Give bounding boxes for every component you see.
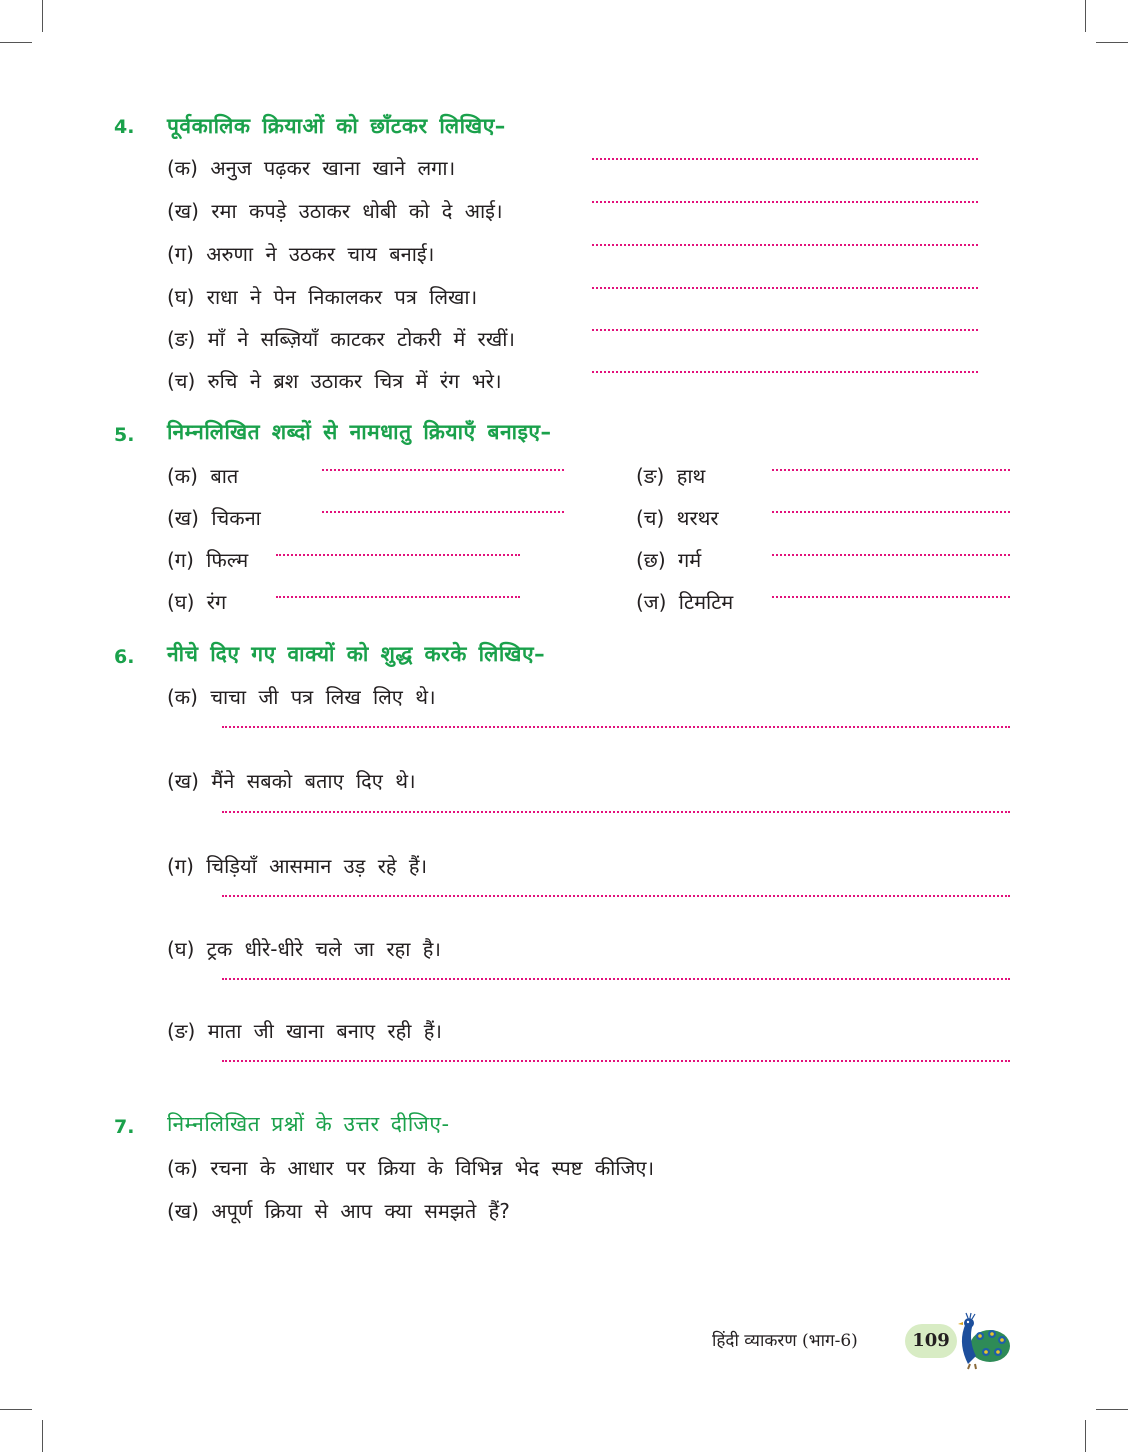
q6-answer-line-ga[interactable]	[222, 895, 1010, 897]
q5-word-nga: (ङ) हाथ	[636, 464, 706, 488]
q4-item-ga: (ग) अरुणा ने उठकर चाय बनाई।	[167, 242, 435, 266]
crop-mark	[1096, 42, 1128, 43]
q4-answer-line-ga[interactable]	[592, 244, 978, 246]
q6-answer-line-nga[interactable]	[222, 1060, 1010, 1062]
q4-item-gha: (घ) राधा ने पेन निकालकर पत्र लिखा।	[167, 285, 478, 309]
q5-answer-line-ja[interactable]	[772, 596, 1010, 598]
question-4-number: 4.	[114, 116, 135, 138]
q4-item-cha: (च) रुचि ने ब्रश उठाकर चित्र में रंग भरे।	[167, 369, 502, 393]
question-7-number: 7.	[114, 1116, 135, 1138]
q5-answer-line-gha[interactable]	[276, 596, 520, 598]
q4-item-kha: (ख) रमा कपड़े उठाकर धोबी को दे आई।	[167, 199, 503, 223]
question-6-title: नीचे दिए गए वाक्यों को शुद्ध करके लिखिए–	[167, 642, 546, 666]
crop-mark	[1096, 1409, 1128, 1410]
q4-item-nga: (ङ) माँ ने सब्ज़ियाँ काटकर टोकरी में रखीं।	[167, 327, 515, 351]
q6-sentence-gha: (घ) ट्रक धीरे-धीरे चले जा रहा है।	[167, 937, 442, 961]
q6-sentence-kha: (ख) मैंने सबको बताए दिए थे।	[167, 769, 416, 793]
q5-answer-line-ga[interactable]	[276, 554, 520, 556]
q5-word-kha: (ख) चिकना	[167, 506, 261, 530]
q7-question-ka: (क) रचना के आधार पर क्रिया के विभिन्न भेद स्पष्ट कीजिए।	[167, 1156, 655, 1180]
q4-item-ka: (क) अनुज पढ़कर खाना खाने लगा।	[167, 156, 456, 180]
q6-answer-line-ka[interactable]	[222, 726, 1010, 728]
q4-answer-line-nga[interactable]	[592, 329, 978, 331]
question-4-title: पूर्वकालिक क्रियाओं को छाँटकर लिखिए–	[167, 114, 506, 138]
crop-mark	[42, 1420, 43, 1452]
question-6-number: 6.	[114, 646, 135, 668]
q5-word-cha: (च) थरथर	[636, 506, 719, 530]
q5-word-ja: (ज) टिमटिम	[636, 590, 734, 614]
q5-answer-line-chha[interactable]	[772, 554, 1010, 556]
q5-answer-line-ka[interactable]	[322, 469, 564, 471]
q6-sentence-nga: (ङ) माता जी खाना बनाए रही हैं।	[167, 1019, 442, 1043]
q5-word-chha: (छ) गर्म	[636, 548, 702, 572]
book-title: हिंदी व्याकरण (भाग-6)	[712, 1331, 858, 1351]
q6-answer-line-kha[interactable]	[222, 811, 1010, 813]
q4-answer-line-gha[interactable]	[592, 287, 978, 289]
q5-word-ka: (क) बात	[167, 464, 239, 488]
question-5-number: 5.	[114, 424, 135, 446]
q4-answer-line-cha[interactable]	[592, 371, 978, 373]
q5-word-gha: (घ) रंग	[167, 590, 227, 614]
question-7-title: निम्नलिखित प्रश्नों के उत्तर दीजिए-	[167, 1112, 450, 1136]
page-number: 109	[905, 1324, 957, 1358]
crop-mark	[0, 42, 32, 43]
crop-mark	[1085, 0, 1086, 32]
q6-sentence-ga: (ग) चिड़ियाँ आसमान उड़ रहे हैं।	[167, 854, 428, 878]
q6-answer-line-gha[interactable]	[222, 978, 1010, 980]
q4-answer-line-kha[interactable]	[592, 201, 978, 203]
q5-answer-line-nga[interactable]	[772, 469, 1010, 471]
q6-sentence-ka: (क) चाचा जी पत्र लिख लिए थे।	[167, 685, 436, 709]
question-5-title: निम्नलिखित शब्दों से नामधातु क्रियाएँ बनाइए–	[167, 420, 552, 444]
q7-question-kha: (ख) अपूर्ण क्रिया से आप क्या समझते हैं?	[167, 1199, 510, 1223]
q5-answer-line-cha[interactable]	[772, 511, 1010, 513]
q4-answer-line-ka[interactable]	[592, 158, 978, 160]
q5-answer-line-kha[interactable]	[322, 511, 564, 513]
peacock-icon	[948, 1312, 1014, 1370]
crop-mark	[0, 1409, 32, 1410]
crop-mark	[1085, 1420, 1086, 1452]
q5-word-ga: (ग) फिल्म	[167, 548, 249, 572]
crop-mark	[42, 0, 43, 32]
